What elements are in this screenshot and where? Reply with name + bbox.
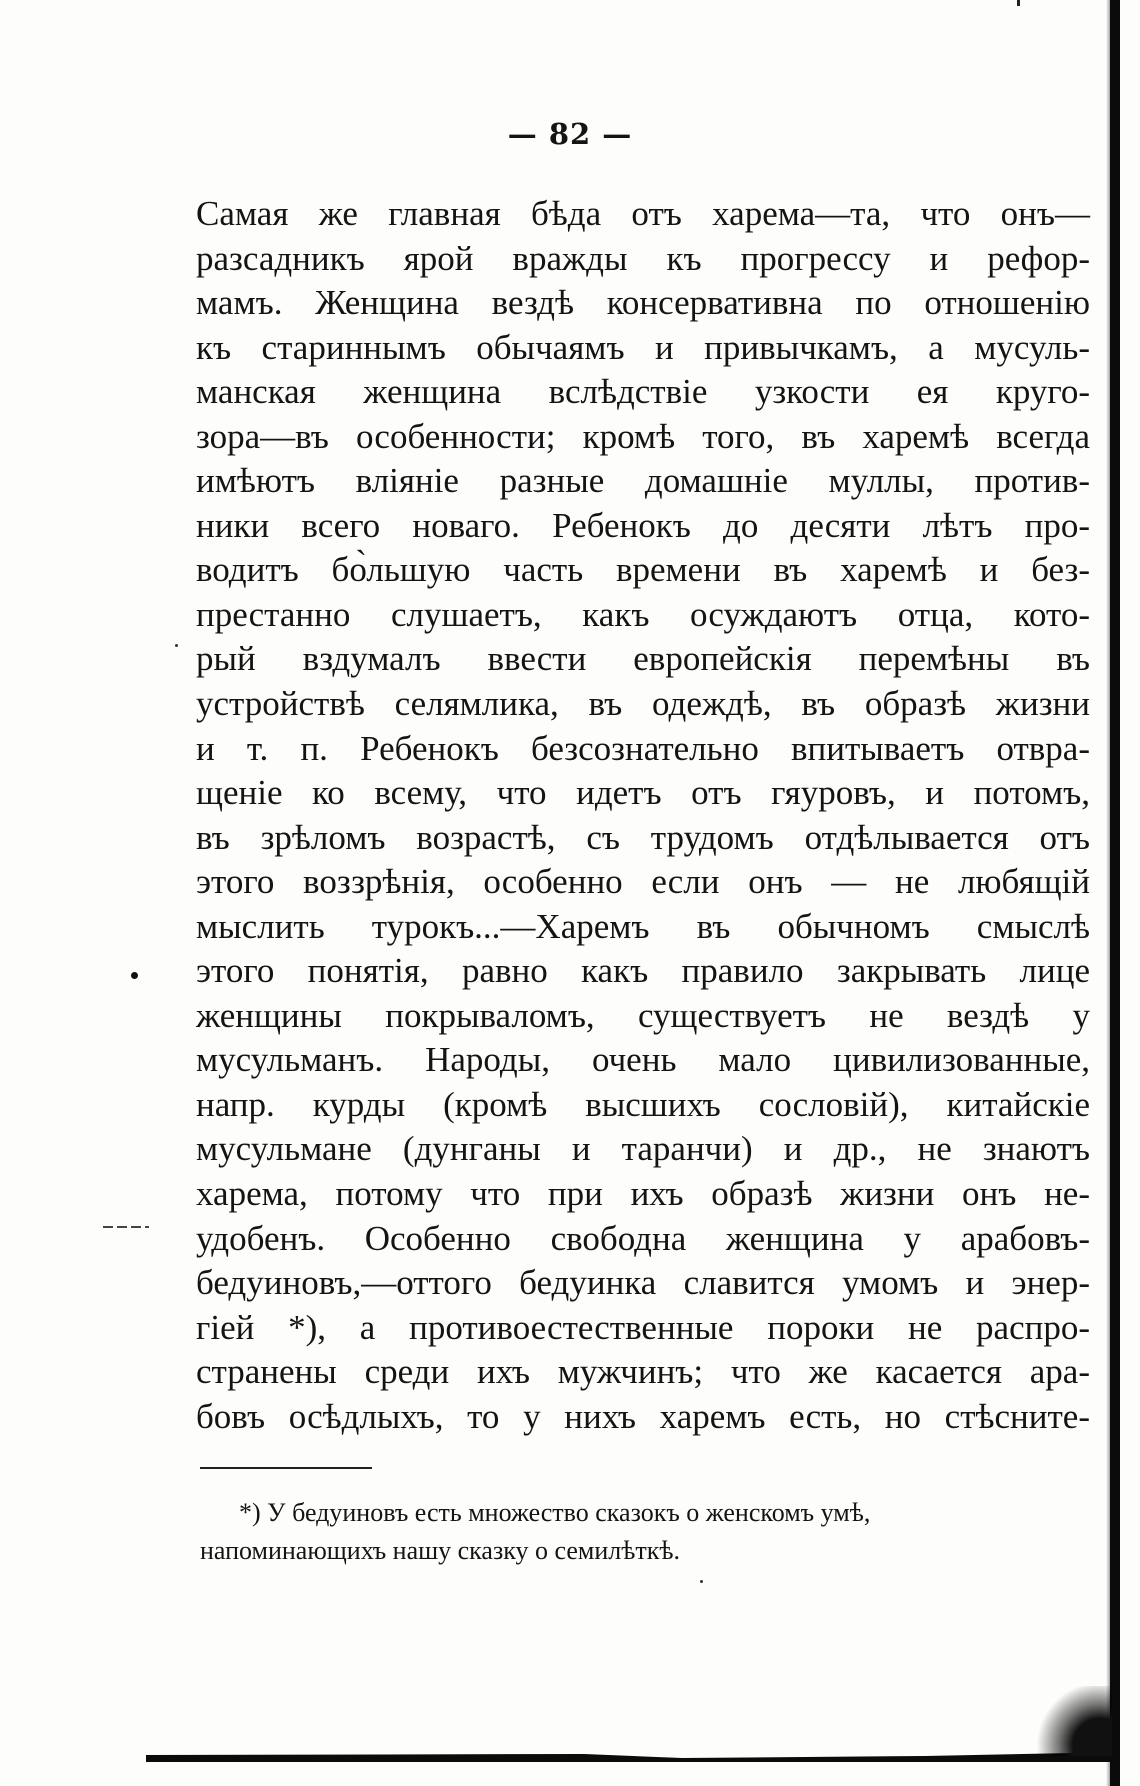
footnote-line: напоминающихъ нашу сказку о семилѣткѣ. bbox=[200, 1536, 680, 1565]
footnote-speck bbox=[700, 1580, 703, 1583]
text-line: бедуиновъ,—оттого бедуинка славится умомъ и энер- bbox=[196, 1263, 1090, 1303]
scan-corner-smudge bbox=[1032, 1686, 1112, 1756]
margin-pencil-mark bbox=[103, 1226, 149, 1228]
page-bottom-edge bbox=[146, 1752, 1120, 1762]
text-line: зора—въ особенности; кромѣ того, въ харемѣ всегда bbox=[196, 416, 1090, 456]
text-line: щеніе ко всему, что идетъ отъ гяуровъ, и потомъ, bbox=[196, 773, 1090, 813]
text-line: рый вздумалъ ввести европейскія перемѣны въ bbox=[196, 639, 1090, 679]
text-line: удобенъ. Особенно свободна женщина у арабовъ- bbox=[196, 1218, 1090, 1258]
text-line: мусульмане (дунганы и таранчи) и др., не знаютъ bbox=[196, 1129, 1090, 1169]
text-line: гіей *), а противоестественные пороки не распро- bbox=[196, 1307, 1090, 1347]
footnote bbox=[200, 1494, 1090, 1570]
scan-artifact-tick bbox=[1017, 0, 1020, 6]
text-line: устройствѣ селямлика, въ одеждѣ, въ образѣ жизни bbox=[196, 684, 1090, 724]
footnote-divider bbox=[200, 1467, 372, 1469]
text-line: странены среди ихъ мужчинъ; что же касается ара- bbox=[196, 1352, 1090, 1392]
margin-mark-dot bbox=[131, 972, 138, 979]
page-right-edge bbox=[1110, 0, 1120, 1786]
text-line: къ стариннымъ обычаямъ и привычкамъ, а мусуль- bbox=[196, 327, 1090, 367]
text-line: мамъ. Женщина вездѣ консервативна по отношенію bbox=[196, 283, 1090, 323]
body-text bbox=[196, 192, 1090, 1439]
text-line: этого понятія, равно какъ правило закрывать лице bbox=[196, 951, 1090, 991]
text-line: манская женщина вслѣдствіе узкости ея круго- bbox=[196, 372, 1090, 412]
text-line: женщины покрываломъ, существуетъ не вездѣ у bbox=[196, 995, 1090, 1035]
text-line: бовъ осѣдлыхъ, то у нихъ харемъ есть, но стѣсните- bbox=[196, 1396, 1090, 1436]
margin-speck bbox=[175, 644, 178, 647]
text-line: престанно слушаетъ, какъ осуждаютъ отца, кото- bbox=[196, 594, 1090, 634]
text-line: имѣютъ вліяніе разные домашніе муллы, против- bbox=[196, 461, 1090, 501]
text-line: мусульманъ. Народы, очень мало цивилизованные, bbox=[196, 1040, 1090, 1080]
footnote-line: *) У бедуиновъ есть множество сказокъ о женскомъ умѣ, bbox=[239, 1498, 871, 1527]
text-line: водитъ бо̀льшую часть времени въ харемѣ и без- bbox=[196, 550, 1090, 590]
text-line: мыслить турокъ...—Харемъ въ обычномъ смыслѣ bbox=[196, 906, 1090, 946]
text-line: харема, потому что при ихъ образѣ жизни онъ не- bbox=[196, 1174, 1090, 1214]
text-line: и т. п. Ребенокъ безсознательно впитываетъ отвра- bbox=[196, 728, 1090, 768]
text-line: въ зрѣломъ возрастѣ, съ трудомъ отдѣлывается отъ bbox=[196, 817, 1090, 857]
text-line: Самая же главная бѣда отъ харема—та, что онъ— bbox=[196, 194, 1090, 233]
text-line: напр. курды (кромѣ высшихъ сословій), китайскіе bbox=[196, 1084, 1090, 1124]
text-line: ники всего новаго. Ребенокъ до десяти лѣтъ про- bbox=[196, 505, 1090, 545]
text-line: этого воззрѣнія, особенно если онъ — не любящій bbox=[196, 862, 1090, 902]
text-line: разсадникъ ярой вражды къ прогрессу и рефор- bbox=[196, 238, 1090, 278]
page-number: — 82 — bbox=[507, 117, 633, 151]
